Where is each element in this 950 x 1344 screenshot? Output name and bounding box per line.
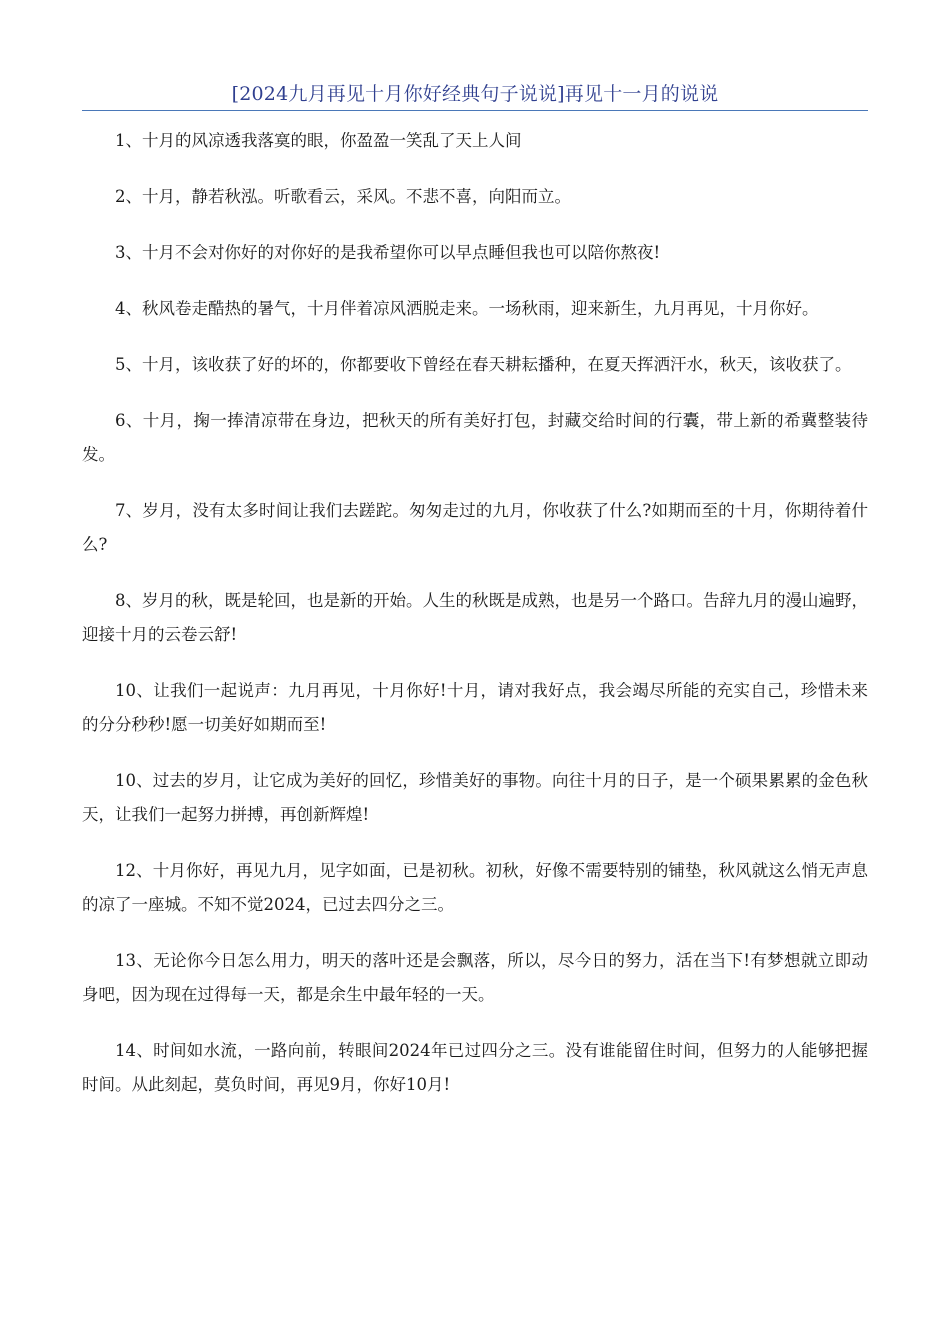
paragraph-10: 10、过去的岁月，让它成为美好的回忆，珍惜美好的事物。向往十月的日子，是一个硕果累累的金色秋天，让我们一起努力拼搏，再创新辉煌!	[82, 771, 868, 824]
paragraph-4: 4、秋风卷走酷热的暑气，十月伴着凉风洒脱走来。一场秋雨，迎来新生，九月再见，十月你好。	[115, 299, 819, 318]
paragraph-13: 14、时间如水流，一路向前，转眼间2024年已过四分之三。没有谁能留住时间，但努力的人能够把握时间。从此刻起，莫负时间，再见9月，你好10月!	[82, 1041, 868, 1094]
paragraph-6: 6、十月，掬一捧清凉带在身边，把秋天的所有美好打包，封藏交给时间的行囊，带上新的希冀整装待发。	[82, 411, 868, 464]
paragraph-5: 5、十月，该收获了好的坏的，你都要收下曾经在春天耕耘播种，在夏天挥洒汗水，秋天，该收获了。	[115, 355, 852, 374]
paragraph-11: 12、十月你好，再见九月，见字如面，已是初秋。初秋，好像不需要特别的铺垫，秋风就这么悄无声息的凉了一座城。不知不觉2024，已过去四分之三。	[82, 861, 868, 914]
paragraph-12: 13、无论你今日怎么用力，明天的落叶还是会飘落，所以，尽今日的努力，活在当下!有梦想就立即动身吧，因为现在过得每一天，都是余生中最年轻的一天。	[82, 951, 868, 1004]
paragraph-2: 2、十月，静若秋泓。听歌看云，采风。不悲不喜，向阳而立。	[115, 187, 571, 206]
paragraph-8: 8、岁月的秋，既是轮回，也是新的开始。人生的秋既是成熟，也是另一个路口。告辞九月的漫山遍野，迎接十月的云卷云舒!	[82, 591, 868, 644]
paragraph-7: 7、岁月，没有太多时间让我们去蹉跎。匆匆走过的九月，你收获了什么?如期而至的十月，你期待着什么?	[82, 501, 868, 554]
page-title: [2024九月再见十月你好经典句子说说]再见十一月的说说	[231, 83, 719, 105]
page-header	[82, 80, 868, 111]
document-body	[82, 124, 868, 1124]
paragraph-9: 10、让我们一起说声：九月再见，十月你好!十月，请对我好点，我会竭尽所能的充实自己，珍惜未来的分分秒秒!愿一切美好如期而至!	[82, 681, 868, 734]
paragraph-1: 1、十月的风凉透我落寞的眼，你盈盈一笑乱了天上人间	[115, 131, 522, 150]
paragraph-3: 3、十月不会对你好的对你好的是我希望你可以早点睡但我也可以陪你熬夜!	[115, 243, 661, 262]
